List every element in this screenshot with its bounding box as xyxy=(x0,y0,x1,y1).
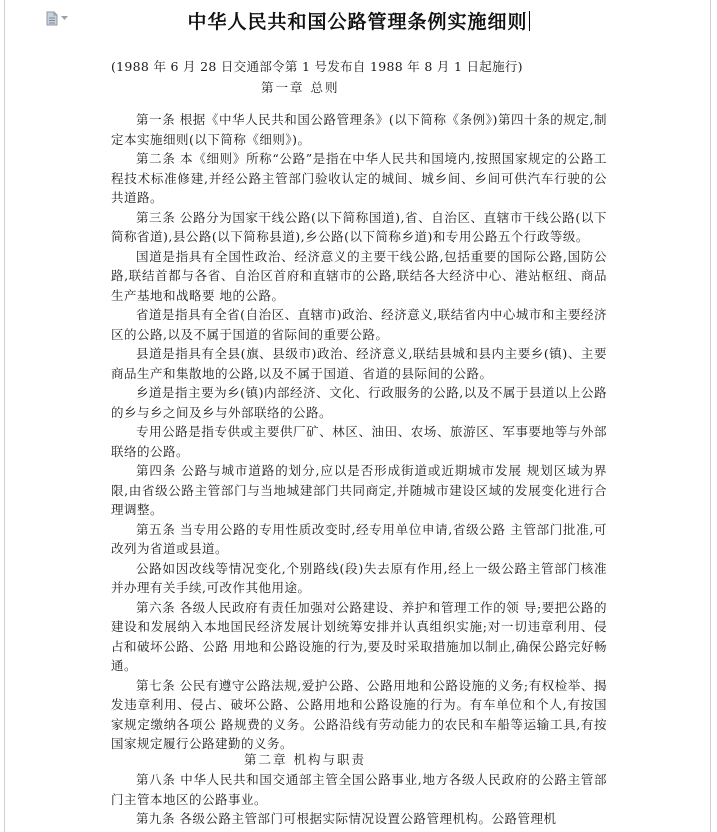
chapter-heading-1: 第一章 总则 xyxy=(261,80,340,95)
page-border-left xyxy=(4,0,5,832)
paragraph: 第三条 公路分为国家干线公路(以下简称国道),省、自治区、直辖市干线公路(以下简称省道),县公路(以下简称县道),乡公路(以下简称乡道)和专用公路五个行政等级。 xyxy=(111,209,607,244)
document-subtitle: (1988 年 6 月 28 日交通部令第 1 号发布自 1988 年 8 月 1 日起施行) xyxy=(111,59,523,74)
paragraph: 第七条 公民有遵守公路法规,爱护公路、公路用地和公路设施的义务;有权检举、揭发违章利用、侵占、破坏公路、公路用地和公路设施的行为。有车单位和个人,有按国家规定缴纳各项公 路规费的义务。公路沿线有劳动能力的农民和车船等运输工具,有按国家规定履行公路建勤的义务。 xyxy=(111,677,607,751)
paragraph: 县道是指具有全县(旗、县级市)政治、经济意义,联结县城和县内主要乡(镇)、主要商品生产和集散地的公路,以及不属于国道、省道的县际间的公路。 xyxy=(111,346,607,381)
text-cursor xyxy=(529,11,530,31)
paragraph: 公路如因改线等情况变化,个别路线(段)失去原有作用,经上一级公路主管部门核准并办理有关手续,可改作其他用途。 xyxy=(111,560,607,595)
paragraph: 国道是指具有全国性政治、经济意义的主要干线公路,包括重要的国际公路,国防公路,联结首都与各省、自治区首府和直辖市的公路,联结各大经济中心、港站枢纽、商品生产基地和战略要 地的公路。 xyxy=(111,248,607,303)
page-border-right xyxy=(710,0,711,832)
paragraph: 第一条 根据《中华人民共和国公路管理条》(以下简称《条例》)第四十条的规定,制定本实施细则(以下简称《细则》)。 xyxy=(111,112,607,147)
chapter-heading-2: 第二章 机构与职责 xyxy=(244,752,366,767)
paragraph: 第二条 本《细则》所称“公路”是指在中华人民共和国境内,按照国家规定的公路工程技术标准修建,并经公路主管部门验收认定的城间、城乡间、乡间可供汽车行驶的公共道路。 xyxy=(111,151,607,205)
paragraph: 省道是指具有全省(自治区、直辖市)政治、经济意义,联结省内中心城市和主要经济区的公路,以及不属于国道的省际间的重要公路。 xyxy=(111,307,607,342)
paragraph: 第八条 中华人民共和国交通部主管全国公路事业,地方各级人民政府的公路主管部门主管本地区的公路事业。 xyxy=(111,772,607,807)
paragraph: 专用公路是指专供或主要供厂矿、林区、油田、农场、旅游区、军事要地等与外部联络的公路。 xyxy=(111,424,607,459)
paragraph: 乡道是指主要为乡(镇)内部经济、文化、行政服务的公路,以及不属于县道以上公路的乡与乡之间及乡与外部联络的公路。 xyxy=(111,385,607,420)
paragraph: 第五条 当专用公路的专用性质改变时,经专用单位申请,省级公路 主管部门批准,可改列为省道或县道。 xyxy=(111,521,607,556)
paragraph: 第九条 各级公路主管部门可根据实际情况设置公路管理机构。公路管理机 xyxy=(136,811,557,826)
paragraph: 第六条 各级人民政府有责任加强对公路建设、养护和管理工作的领 导;要把公路的建设和发展纳入本地国民经济发展计划统筹安排并认真组织实施;对一切违章利用、侵占和破坏公路、公路 用地和公路设施的行为,要及时采取措施加以制止,确保公路完好畅通。 xyxy=(111,599,607,673)
document-body xyxy=(111,110,607,754)
paragraph: 第四条 公路与城市道路的划分,应以是否形成街道或近期城市发展 规划区域为界限,由省级公路主管部门与当地城建部门共同商定,并随城市建设区域的发展变化进行合理调整。 xyxy=(111,463,607,517)
title-text: 中华人民共和国公路管理条例实施细则 xyxy=(187,11,528,33)
document-body-continued xyxy=(111,770,607,829)
document-title[interactable] xyxy=(0,7,717,34)
